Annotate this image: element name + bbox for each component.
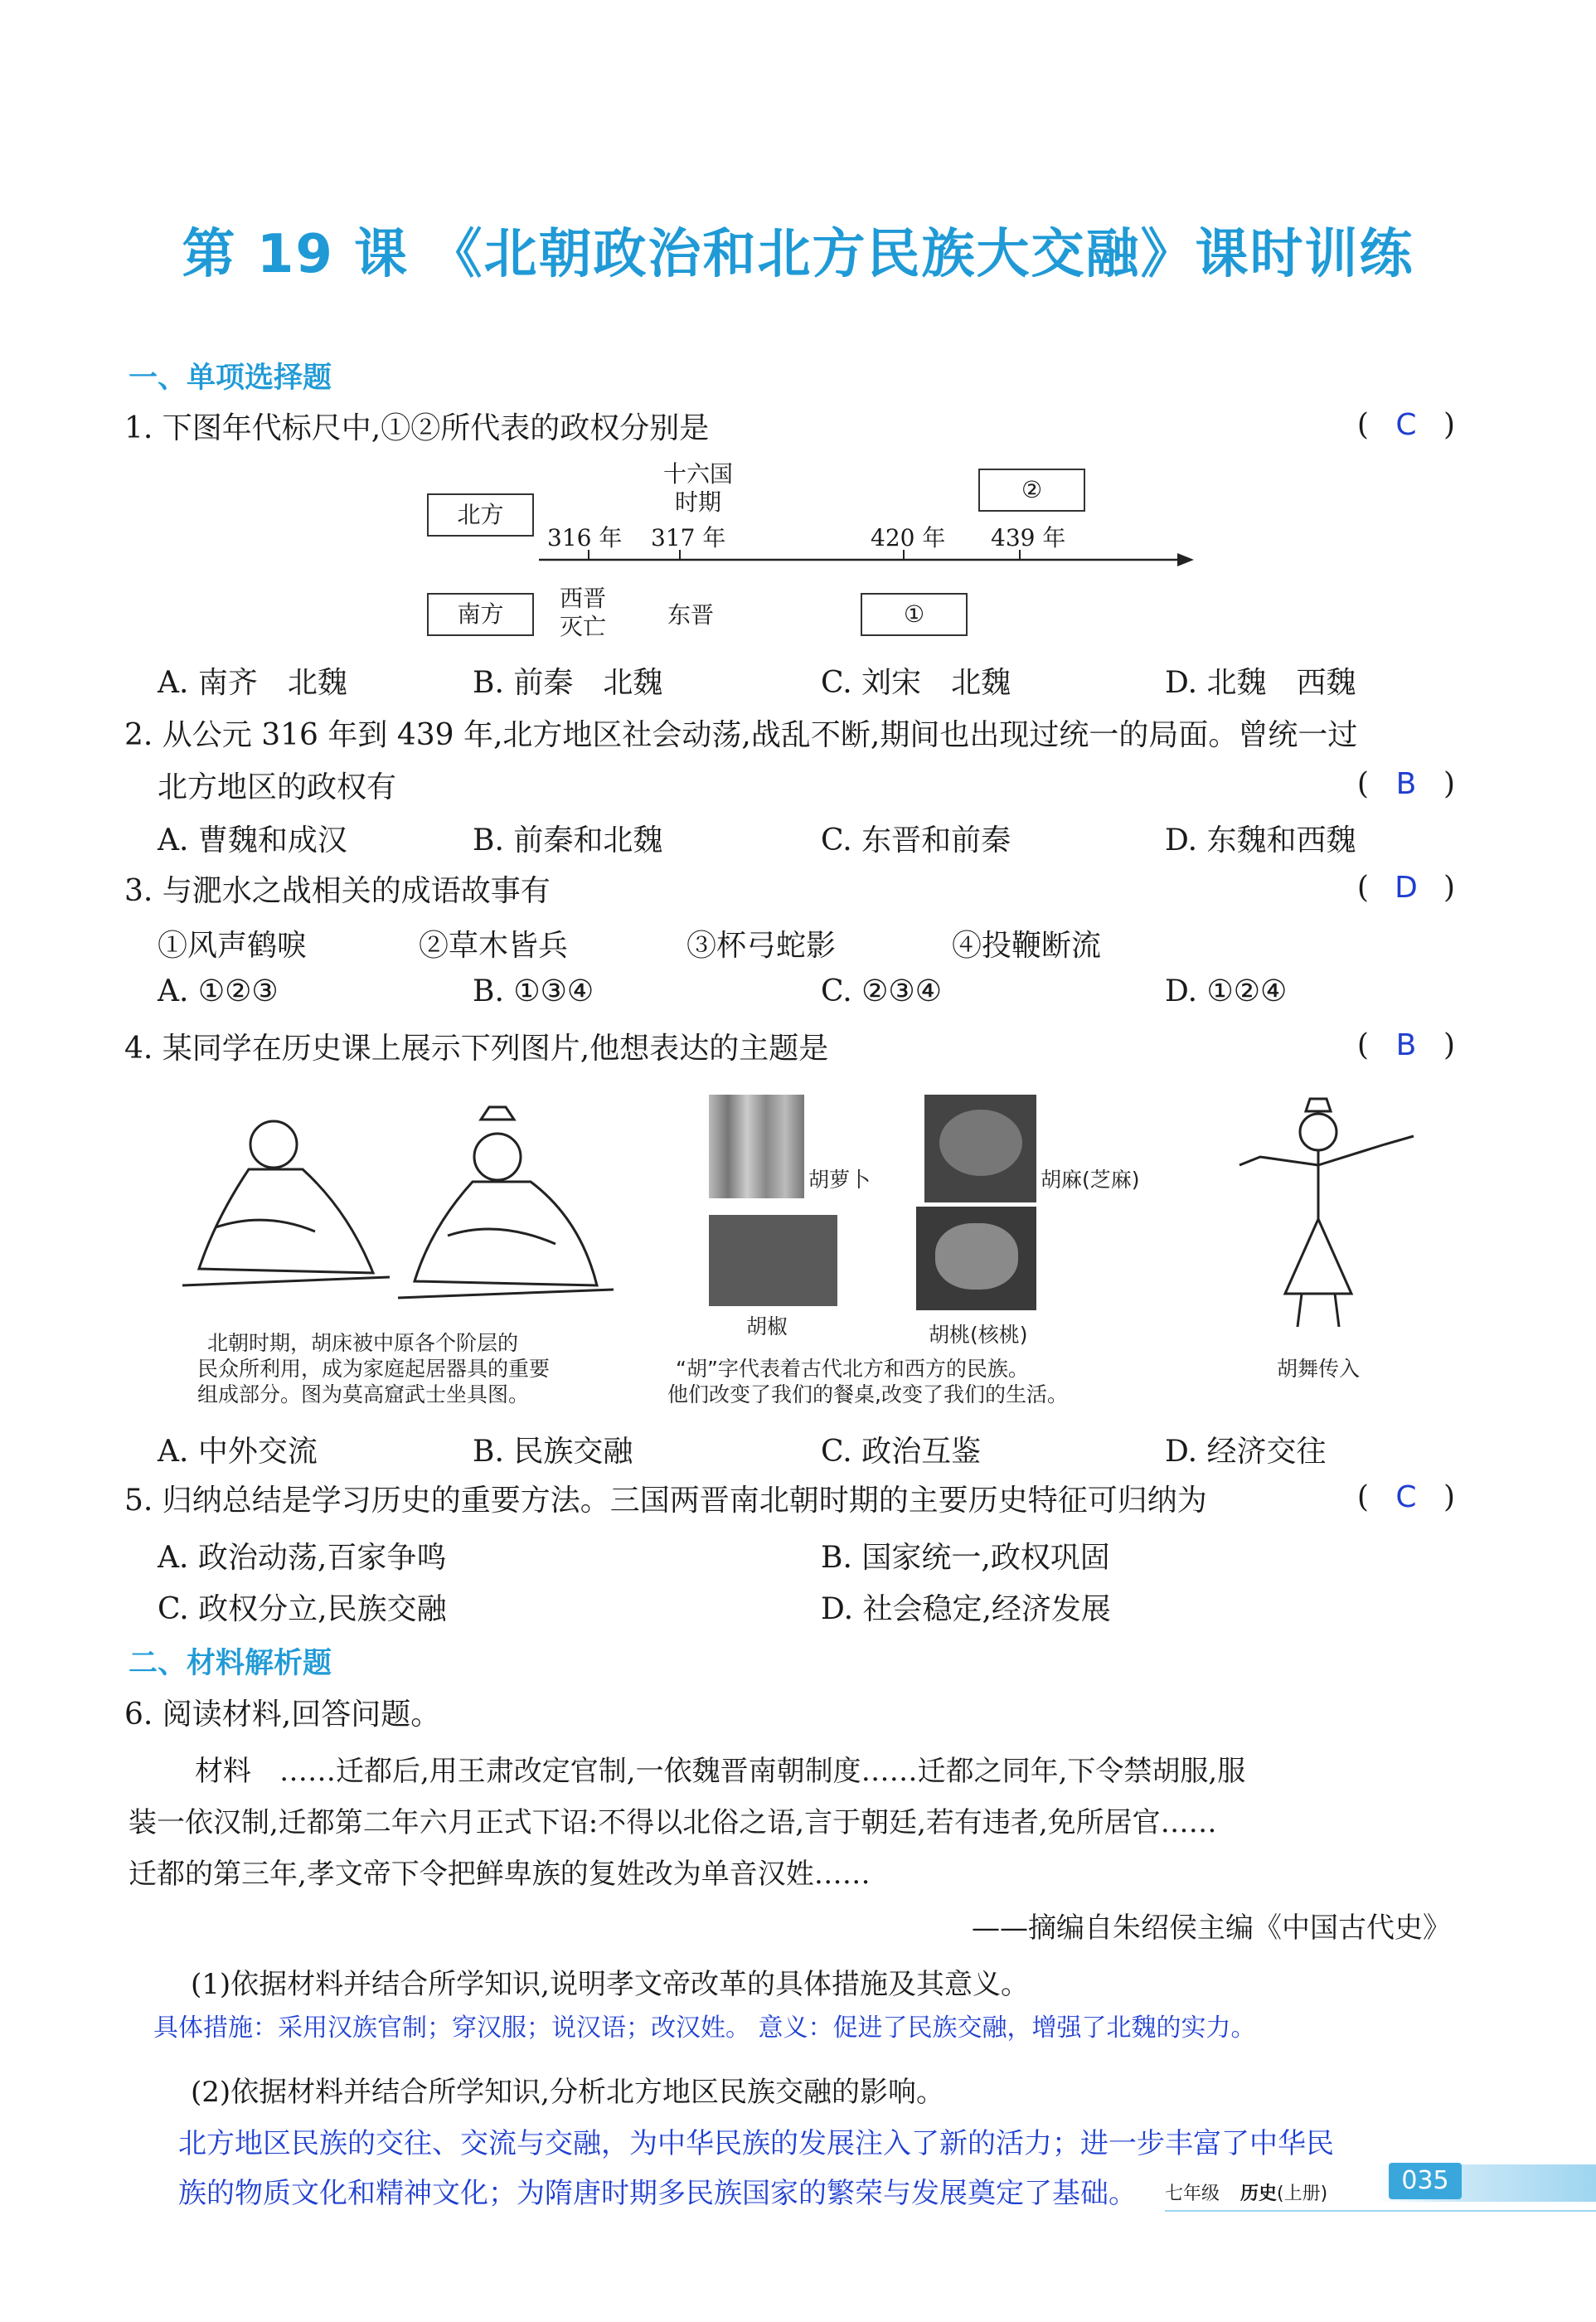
q5-option-c: C. 政权分立,民族交融: [158, 1592, 447, 1626]
sub-question-1: (1)依据材料并结合所学知识,说明孝文帝改革的具体措施及其意义。: [191, 1968, 1029, 2001]
answer-value: C: [1395, 408, 1417, 442]
material-line1: 材料 ……迁都后,用王肃改定官制,一依魏晋南朝制度……迁都之同年,下令禁胡服,服: [195, 1755, 1246, 1788]
q3-option-b: B. ①③④: [473, 974, 594, 1008]
q1-option-a: A. 南齐 北魏: [158, 666, 347, 700]
footer-volume: (上册): [1277, 2184, 1328, 2204]
timeline-year-316: 316 年: [547, 524, 623, 551]
caption-pepper: 胡椒: [746, 1314, 788, 1338]
section-heading-choice: 一、单项选择题: [129, 362, 332, 395]
q3-item-2: ②草木皆兵: [419, 929, 569, 963]
q3-item-1: ①风声鹤唳: [158, 929, 308, 963]
question-2-stem-line1: 2. 从公元 316 年到 439 年,北方地区社会动荡,战乱不断,期间也出现过统一的局面。曾统一过: [124, 718, 1358, 752]
question-4-answer: ( B ): [1356, 1028, 1455, 1062]
timeline-sixteen-line2: 时期: [674, 488, 721, 516]
timeline-xijin: [560, 585, 606, 641]
caption-walnut: 胡桃(核桃): [929, 1323, 1028, 1347]
q1-option-b: B. 前秦 北魏: [473, 666, 663, 700]
timeline-sixteen-line1: 十六国: [662, 460, 733, 488]
answer-sub-1: 具体措施：采用汉族官制；穿汉服；说汉语；改汉姓。 意义：促进了民族交融，增强了北魏的实力。: [153, 2014, 1256, 2043]
hu-dancer-illustration: [1227, 1086, 1426, 1335]
q4-option-a: A. 中外交流: [158, 1435, 318, 1469]
q3-option-d: D. ①②④: [1165, 974, 1288, 1008]
q2-option-c: C. 东晋和前秦: [821, 823, 1011, 857]
timeline-year-317: 317 年: [651, 524, 726, 551]
page-title: 第 19 课 《北朝政治和北方民族大交融》课时训练: [182, 224, 1414, 285]
footer-book-info: [1165, 2179, 1327, 2205]
material-line2: 装一依汉制,迁都第二年六月正式下诏:不得以北俗之语,言于朝廷,若有违者,免所居官……: [129, 1806, 1217, 1839]
timeline-south-box: 南方: [427, 593, 534, 636]
question-2-stem-line2: 北方地区的政权有: [158, 770, 397, 804]
q5-option-d: D. 社会稳定,经济发展: [821, 1592, 1111, 1626]
pepper-photo: [709, 1215, 837, 1306]
question-1-stem: 1. 下图年代标尺中,①②所代表的政权分别是: [124, 411, 710, 445]
question-4-stem: 4. 某同学在历史课上展示下列图片,他想表达的主题是: [124, 1032, 829, 1066]
question-6-stem: 6. 阅读材料,回答问题。: [124, 1698, 441, 1732]
answer-sub-2-line1: 北方地区民族的交往、交流与交融，为中华民族的发展注入了新的活力；进一步丰富了中华民: [178, 2127, 1334, 2160]
caption-mid-line2: 他们改变了我们的餐桌,改变了我们的生活。: [667, 1382, 1068, 1406]
caption-mid-line1: “胡”字代表着古代北方和西方的民族。: [676, 1357, 1029, 1381]
caption-left-line2: 民众所利用，成为家庭起居器具的重要: [197, 1357, 551, 1381]
question-3-answer: ( D ): [1356, 871, 1455, 905]
question-5-answer: ( C ): [1356, 1480, 1455, 1514]
timeline-xijin-line1: 西晋: [560, 585, 607, 612]
timeline-box-2: ②: [978, 469, 1085, 512]
timeline-box-1: ①: [861, 593, 968, 636]
material-line3: 迁都的第三年,孝文帝下令把鲜卑族的复姓改为单音汉姓……: [129, 1858, 871, 1891]
sesame-photo: [924, 1095, 1036, 1202]
answer-value: C: [1395, 1480, 1417, 1514]
answer-value: B: [1395, 1028, 1417, 1062]
sub-question-2: (2)依据材料并结合所学知识,分析北方地区民族交融的影响。: [191, 2076, 944, 2109]
caption-left-line1: 北朝时期，胡床被中原各个阶层的: [207, 1331, 519, 1355]
timeline-dongjin: 东晋: [667, 601, 715, 629]
question-5-stem: 5. 归纳总结是学习历史的重要方法。三国两晋南北朝时期的主要历史特征可归纳为: [124, 1484, 1207, 1518]
sesame-bowl: [939, 1110, 1022, 1176]
q3-item-3: ③杯弓蛇影: [686, 929, 837, 963]
timeline-year-439: 439 年: [991, 524, 1066, 551]
caption-sesame: 胡麻(芝麻): [1041, 1168, 1140, 1192]
walnut-shape: [935, 1223, 1018, 1290]
answer-value: D: [1395, 871, 1418, 905]
q4-option-b: B. 民族交融: [473, 1435, 633, 1469]
footer-subject: 历史: [1240, 2184, 1278, 2204]
q5-option-a: A. 政治动荡,百家争鸣: [158, 1541, 447, 1575]
carrot-photo: [709, 1095, 804, 1198]
page-number: 035: [1389, 2163, 1462, 2199]
caption-left-line3: 组成部分。图为莫高窟武士坐具图。: [197, 1382, 530, 1406]
timeline-sixteen-kingdoms: [644, 460, 752, 517]
q3-option-c: C. ②③④: [821, 974, 942, 1008]
q1-option-d: D. 北魏 西魏: [1165, 666, 1356, 700]
timeline-year-420: 420 年: [871, 524, 946, 551]
question-3-stem: 3. 与淝水之战相关的成语故事有: [124, 874, 551, 908]
caption-dance: 胡舞传入: [1277, 1357, 1361, 1381]
q4-option-d: D. 经济交往: [1165, 1435, 1327, 1469]
q3-item-4: ④投鞭断流: [952, 929, 1102, 963]
material-source: ——摘编自朱绍侯主编《中国古代史》: [972, 1912, 1451, 1945]
q1-option-c: C. 刘宋 北魏: [821, 666, 1011, 700]
section-heading-material: 二、材料解析题: [129, 1647, 332, 1680]
q5-option-b: B. 国家统一,政权巩固: [821, 1541, 1110, 1575]
q2-option-a: A. 曹魏和成汉: [158, 823, 347, 857]
q4-option-c: C. 政治互鉴: [821, 1435, 982, 1469]
footer-rule: [1165, 2210, 1596, 2212]
timeline-axis: [539, 543, 1202, 576]
q2-option-b: B. 前秦和北魏: [473, 823, 663, 857]
timeline-north-box: 北方: [427, 493, 534, 537]
q2-option-d: D. 东魏和西魏: [1165, 823, 1356, 857]
footer-grade: 七年级: [1165, 2184, 1220, 2204]
answer-sub-2-line2: 族的物质文化和精神文化；为隋唐时期多民族国家的繁荣与发展奠定了基础。: [178, 2177, 1137, 2210]
caption-carrot: 胡萝卜: [808, 1168, 871, 1192]
timeline-diagram: [415, 460, 1202, 651]
question-2-answer: ( B ): [1356, 767, 1455, 801]
timeline-xijin-line2: 灭亡: [560, 613, 607, 640]
walnut-photo: [916, 1207, 1036, 1310]
q3-option-a: A. ①②③: [158, 974, 279, 1008]
answer-value: B: [1395, 767, 1417, 801]
mogao-warrior-seat-illustration: [166, 1086, 630, 1314]
question-1-answer: ( C ): [1356, 408, 1455, 442]
